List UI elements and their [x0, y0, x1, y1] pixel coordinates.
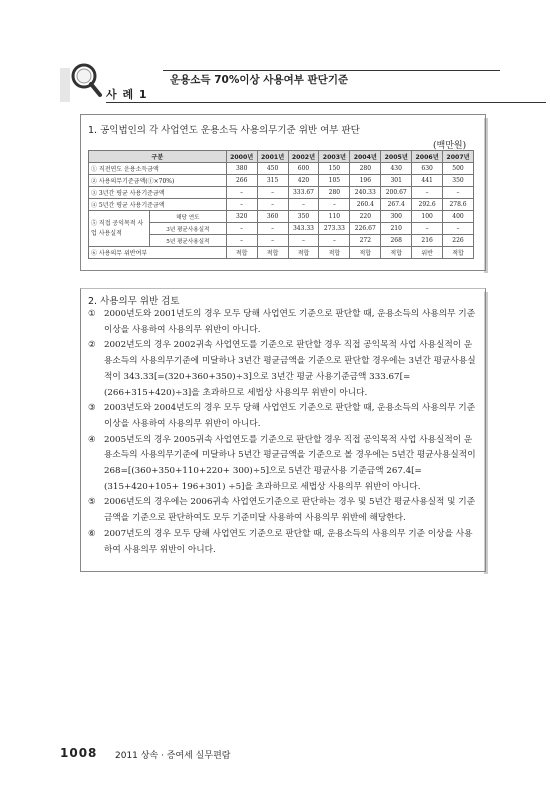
unit-label: (백만원): [433, 141, 467, 151]
case-title: 운용소득 70%이상 사용여부 판단기준: [170, 74, 349, 86]
header-rule: [106, 102, 546, 103]
table-cell: 380: [226, 163, 257, 175]
table-cell: –: [257, 223, 288, 235]
table-row: [89, 247, 474, 259]
table-cell: 600: [288, 163, 319, 175]
section1-title: 1. 공익법인의 각 사업연도 운용소득 사용의무기준 위반 여부 판단: [88, 125, 360, 136]
item-text: 2000년도와 2001년도의 경우 모두 당해 사업연도 기준으로 판단할 때, 운용소득의 사용의무 기준이상을 사용하여 사용의무 위반이 아니다.: [104, 309, 476, 335]
table-cell: 273.33: [319, 223, 350, 235]
table-header-cell: 2005년: [381, 151, 412, 163]
table-cell: –: [319, 235, 350, 247]
table-cell: –: [443, 223, 474, 235]
table-cell: 105: [319, 175, 350, 187]
table-cell: 420: [288, 175, 319, 187]
table-cell: 350: [443, 175, 474, 187]
table-cell: 315: [257, 175, 288, 187]
item-number: ⑤: [88, 497, 96, 508]
row-label: ⑥ 사용의무 위반여부: [89, 247, 227, 259]
table-cell: 278.6: [443, 199, 474, 211]
table-cell: 196: [350, 175, 381, 187]
table-row: [89, 163, 474, 175]
table-cell: 216: [412, 235, 443, 247]
table-cell: –: [257, 199, 288, 211]
table-cell: 적합: [257, 247, 288, 259]
row-sublabel: 해당 연도: [150, 211, 227, 223]
table-cell: 226: [443, 235, 474, 247]
list-item: [88, 527, 478, 558]
case-label: 사 례 1: [106, 88, 148, 101]
table-row: [89, 199, 474, 211]
table-header-cell: 구분: [89, 151, 227, 163]
table-cell: 150: [319, 163, 350, 175]
item-number: ①: [88, 309, 96, 319]
table-cell: 240.33: [350, 187, 381, 199]
table-header-cell: 2000년: [226, 151, 257, 163]
table-cell: 220: [350, 211, 381, 223]
table-row: [89, 211, 474, 223]
table-cell: –: [319, 199, 350, 211]
table-cell: 301: [381, 175, 412, 187]
item-text: 2003년도와 2004년도의 경우 모두 당해 사업연도 기준으로 판단할 때, 운용소득의 사용의무 기준이상을 사용하여 사용의무 위반이 아니다.: [104, 403, 476, 429]
table-cell: 적합: [350, 247, 381, 259]
table-cell: –: [226, 199, 257, 211]
table-cell: 272: [350, 235, 381, 247]
footer-title: 2011 상속 · 증여세 실무편람: [115, 751, 231, 761]
table-cell: –: [412, 223, 443, 235]
row-label: ② 사용의무기준금액(①×70%): [89, 175, 227, 187]
table-cell: 적합: [381, 247, 412, 259]
item-number: ③: [88, 403, 96, 414]
table-cell: –: [288, 235, 319, 247]
table-cell: 400: [443, 211, 474, 223]
table-cell: 적합: [443, 247, 474, 259]
table-cell: 100: [412, 211, 443, 223]
table-cell: 350: [288, 211, 319, 223]
table-cell: 267.4: [381, 199, 412, 211]
table-cell: 300: [381, 211, 412, 223]
table-header-cell: 2003년: [319, 151, 350, 163]
list-item: [88, 401, 478, 432]
table-row: [89, 175, 474, 187]
item-number: ②: [88, 340, 96, 351]
item-text: 2005년도의 경우 2005귀속 사업연도를 기준으로 판단할 경우 직접 공익목적 사업 사용실적이 운용소득의 사용의무기준에 미달하나 5년간 평균금액을 기준으로 볼 경우에는 5년간 평균사용실적이 268=[(360+350+110+220+ 300)÷5]으로 5년간 평균사용 기준금액 267.4[=(315+420+105+ 196+301) ÷5]을 초과하므로 세법상 사용의무 위반이 아니다.: [104, 434, 476, 492]
table-cell: 430: [381, 163, 412, 175]
table-cell: –: [288, 199, 319, 211]
item-number: ④: [88, 434, 96, 445]
table-cell: 280: [319, 187, 350, 199]
table-cell: 292.6: [412, 199, 443, 211]
table-row: [89, 187, 474, 199]
row-sublabel: 3년 평균사용실적: [150, 223, 227, 235]
table-cell: 441: [412, 175, 443, 187]
table-cell: 266: [226, 175, 257, 187]
table-cell: 260.4: [350, 199, 381, 211]
table-header-cell: 2007년: [443, 151, 474, 163]
table-header-cell: 2006년: [412, 151, 443, 163]
review-list: [88, 307, 478, 558]
table-cell: –: [226, 187, 257, 199]
table-cell: 360: [257, 211, 288, 223]
table-cell: –: [257, 235, 288, 247]
table-cell: 226.67: [350, 223, 381, 235]
item-text: 2002년도의 경우 2002귀속 사업연도를 기준으로 판단할 경우 직접 공익목적 사업 사용실적이 운용소득의 사용의무기준에 미달하나 3년간 평균금액을 기준으로 판단할 경우에는 3년간 평균사용실적이 343.33[=(320+360+350)÷3]으로 3년간 평균 사용기준금액 333.67[=(266+315+420)÷3]을 초과하므로 세법상 사용의무 위반이 아니다.: [104, 340, 476, 398]
table-cell: 343.33: [288, 223, 319, 235]
table-cell: 630: [412, 163, 443, 175]
item-number: ⑥: [88, 528, 96, 539]
table-cell: 280: [350, 163, 381, 175]
table-cell: 적합: [226, 247, 257, 259]
row-group-label: ⑤ 직접 공익목적 사업 사용실적: [89, 211, 150, 247]
list-item: [88, 307, 478, 338]
section2-title: 2. 사용의무 위반 검토: [88, 296, 180, 307]
table-cell: 적합: [319, 247, 350, 259]
table-cell: 500: [443, 163, 474, 175]
row-label: ① 직전연도 운용소득금액: [89, 163, 227, 175]
table-cell: 위반: [412, 247, 443, 259]
table-cell: –: [226, 223, 257, 235]
list-item: [88, 433, 478, 496]
row-label: ④ 5년간 평균 사용기준금액: [89, 199, 227, 211]
table-cell: –: [226, 235, 257, 247]
list-item: [88, 338, 478, 401]
page-number: 1008: [60, 746, 98, 760]
table-cell: 210: [381, 223, 412, 235]
table-cell: –: [443, 187, 474, 199]
table-header-row: [89, 151, 474, 163]
table-cell: 200.67: [381, 187, 412, 199]
table-cell: 적합: [288, 247, 319, 259]
item-text: 2006년도의 경우에는 2006귀속 사업연도기준으로 판단하는 경우 및 5년간 평균사용실적 및 기준금액을 기준으로 판단하여도 모두 기준미달 사용하여 사용의무 위반에 해당한다.: [104, 497, 476, 524]
table-header-cell: 2004년: [350, 151, 381, 163]
case-header: [60, 58, 500, 108]
table-cell: –: [257, 187, 288, 199]
usage-table: [88, 150, 474, 259]
item-text: 2007년도의 경우 모두 당해 사업연도 기준으로 판단할 때, 운용소득의 사용의무 기준 이상을 사용하여 사용의무 위반이 아니다.: [104, 528, 473, 555]
table-header-cell: 2001년: [257, 151, 288, 163]
list-item: [88, 495, 478, 526]
table-cell: 268: [381, 235, 412, 247]
table-header-cell: 2002년: [288, 151, 319, 163]
magnifier-icon: [60, 58, 104, 102]
table-cell: –: [412, 187, 443, 199]
title-rule: [163, 70, 500, 71]
table-cell: 110: [319, 211, 350, 223]
row-label: ③ 3년간 평균 사용기준금액: [89, 187, 227, 199]
table-cell: 320: [226, 211, 257, 223]
row-sublabel: 5년 평균사용실적: [150, 235, 227, 247]
table-cell: 450: [257, 163, 288, 175]
table-cell: 333.67: [288, 187, 319, 199]
